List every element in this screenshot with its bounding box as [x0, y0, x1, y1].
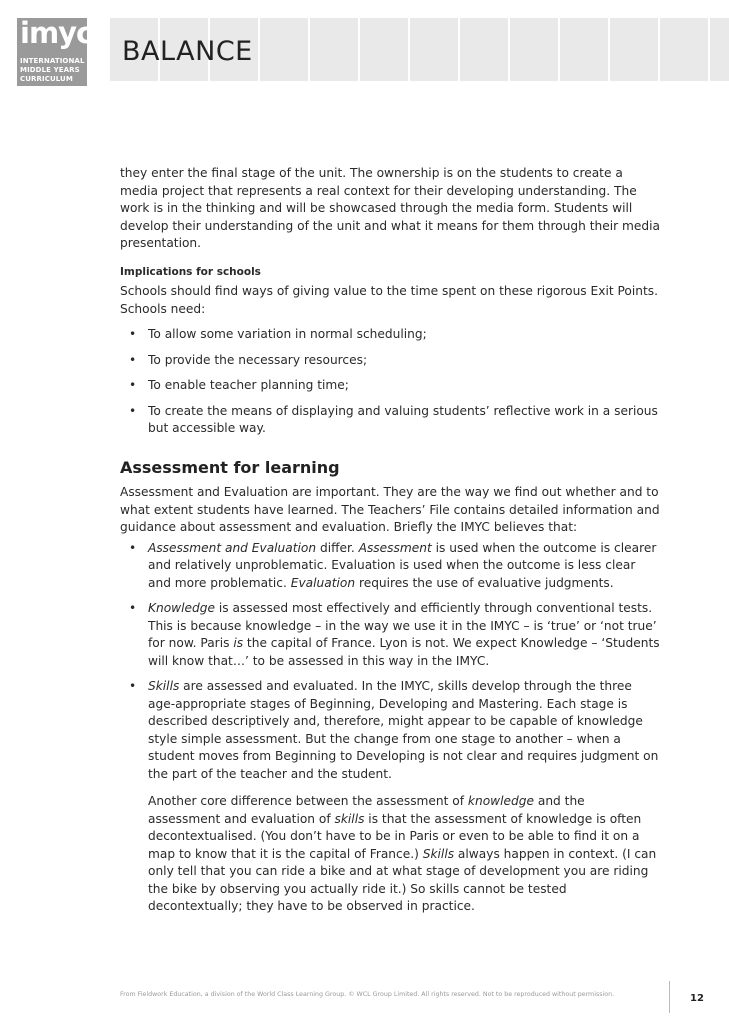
text-run: the capital of France. Lyon is not. We expect Knowledge – ‘Students will know that…’ to be assessed in this way in the IMYC.: [148, 636, 660, 668]
implications-heading: Implications for schools: [120, 265, 261, 278]
list-item-text: To enable teacher planning time;: [148, 378, 349, 392]
bullet-icon: •: [129, 403, 137, 418]
assessment-intro: Assessment and Evaluation are important. They are the way we find out whether and to what extent students have learned. The Teachers’ File contains detailed information and guidance about assessment and evaluation. Briefly the IMYC believes that:: [120, 485, 660, 534]
text-run: Another core difference between the assessment of: [148, 794, 468, 808]
italic-term: knowledge: [467, 794, 534, 808]
bullet-icon: •: [129, 352, 137, 367]
text-run: is used when the outcome is clearer and relatively unproblematic. Evaluation is used when the outcome is less clear and more problematic.: [148, 540, 657, 590]
italic-term: Skills: [148, 679, 180, 693]
assessment-heading: Assessment for learning: [120, 457, 340, 477]
imyc-logo: [17, 16, 93, 86]
logo-line-3: CURRICULUM: [20, 75, 73, 83]
list-item: [120, 377, 660, 395]
page-content: [120, 165, 660, 924]
logo-line-2: MIDDLE YEARS: [20, 66, 80, 74]
text-run: is assessed most effectively and efficiently through conventional tests. This is because knowledge – in the way we use it in the IMYC – is ‘true’ or ‘not true’ for now. Paris: [148, 601, 657, 650]
italic-term: Assessment and Evaluation: [148, 540, 317, 555]
italic-term: Knowledge: [148, 601, 215, 615]
footer-divider: [669, 981, 670, 1013]
list-item: [120, 600, 660, 670]
list-item-text: [148, 541, 656, 590]
italic-term: Skills: [422, 846, 455, 861]
list-item: [120, 326, 660, 344]
list-item: [120, 678, 660, 916]
list-item: [120, 540, 660, 593]
list-item: [120, 352, 660, 370]
bullet-icon: •: [129, 679, 137, 693]
italic-term: Evaluation: [290, 575, 356, 590]
bullet-icon: •: [129, 601, 137, 615]
assessment-list: [120, 540, 660, 916]
italic-term: skills: [334, 811, 365, 826]
italic-term: Assessment: [358, 540, 432, 555]
text-run: and the assessment and evaluation of: [148, 794, 585, 826]
intro-paragraph: they enter the final stage of the unit. The ownership is on the students to create a media project that represents a real context for their developing understanding. The work is in the thinking and will be showcased through the media form. Students will develop their understanding of the unit and what it means for them through their media presentation.: [120, 166, 660, 250]
footer-copyright: From Fieldwork Education, a division of the World Class Learning Group. © WCL Group Limited. All rights reserved. Not to be reproduced without permission.: [120, 991, 615, 998]
list-item-text: To provide the necessary resources;: [148, 352, 368, 367]
text-run: are assessed and evaluated. In the IMYC, skills develop through the three age-appropriate stages of Beginning, Developing and Mastering. Each stage is described descriptively and, therefore, might appear to be capable of knowledge style simple assessment. But the change from one stage to another – when a student moves from Beginning to Developing is not clear and requires judgment on the part of the teacher and the student.: [148, 679, 659, 781]
list-item-text: [148, 601, 660, 668]
page-title: BALANCE: [122, 36, 253, 67]
italic-term: is: [233, 636, 244, 650]
text-run: is that the assessment of knowledge is often decontextualised. (You don’t have to be in Paris or even to be able to find it on a map to know that it is the capital of France.): [148, 811, 642, 861]
implications-text: Schools should find ways of giving value to the time spent on these rigorous Exit Points. Schools need:: [120, 284, 658, 316]
skills-paragraph: [148, 793, 660, 916]
text-run: differ.: [316, 540, 359, 555]
text-run: always happen in context. (I can only tell that you can ride a bike and at what stage of development you are riding the bike by observing you actually ride it.) So skills cannot be tested decontextually; they have to be observed in practice.: [148, 846, 657, 913]
page-number: 12: [690, 993, 704, 1004]
list-item-text: To create the means of displaying and valuing students’ reflective work in a serious but accessible way.: [148, 403, 658, 435]
list-item: [120, 403, 660, 438]
logo-line-1: INTERNATIONAL: [20, 57, 85, 65]
logo-wordmark: imyc: [20, 16, 93, 50]
implications-list: [120, 326, 660, 438]
text-run: requires the use of evaluative judgments.: [355, 575, 614, 590]
bullet-icon: •: [129, 540, 137, 555]
bullet-icon: •: [129, 327, 137, 341]
list-item-text: To allow some variation in normal scheduling;: [148, 327, 427, 341]
list-item-text: [148, 679, 658, 781]
bullet-icon: •: [129, 378, 137, 392]
logo-subtitle: [20, 57, 85, 84]
